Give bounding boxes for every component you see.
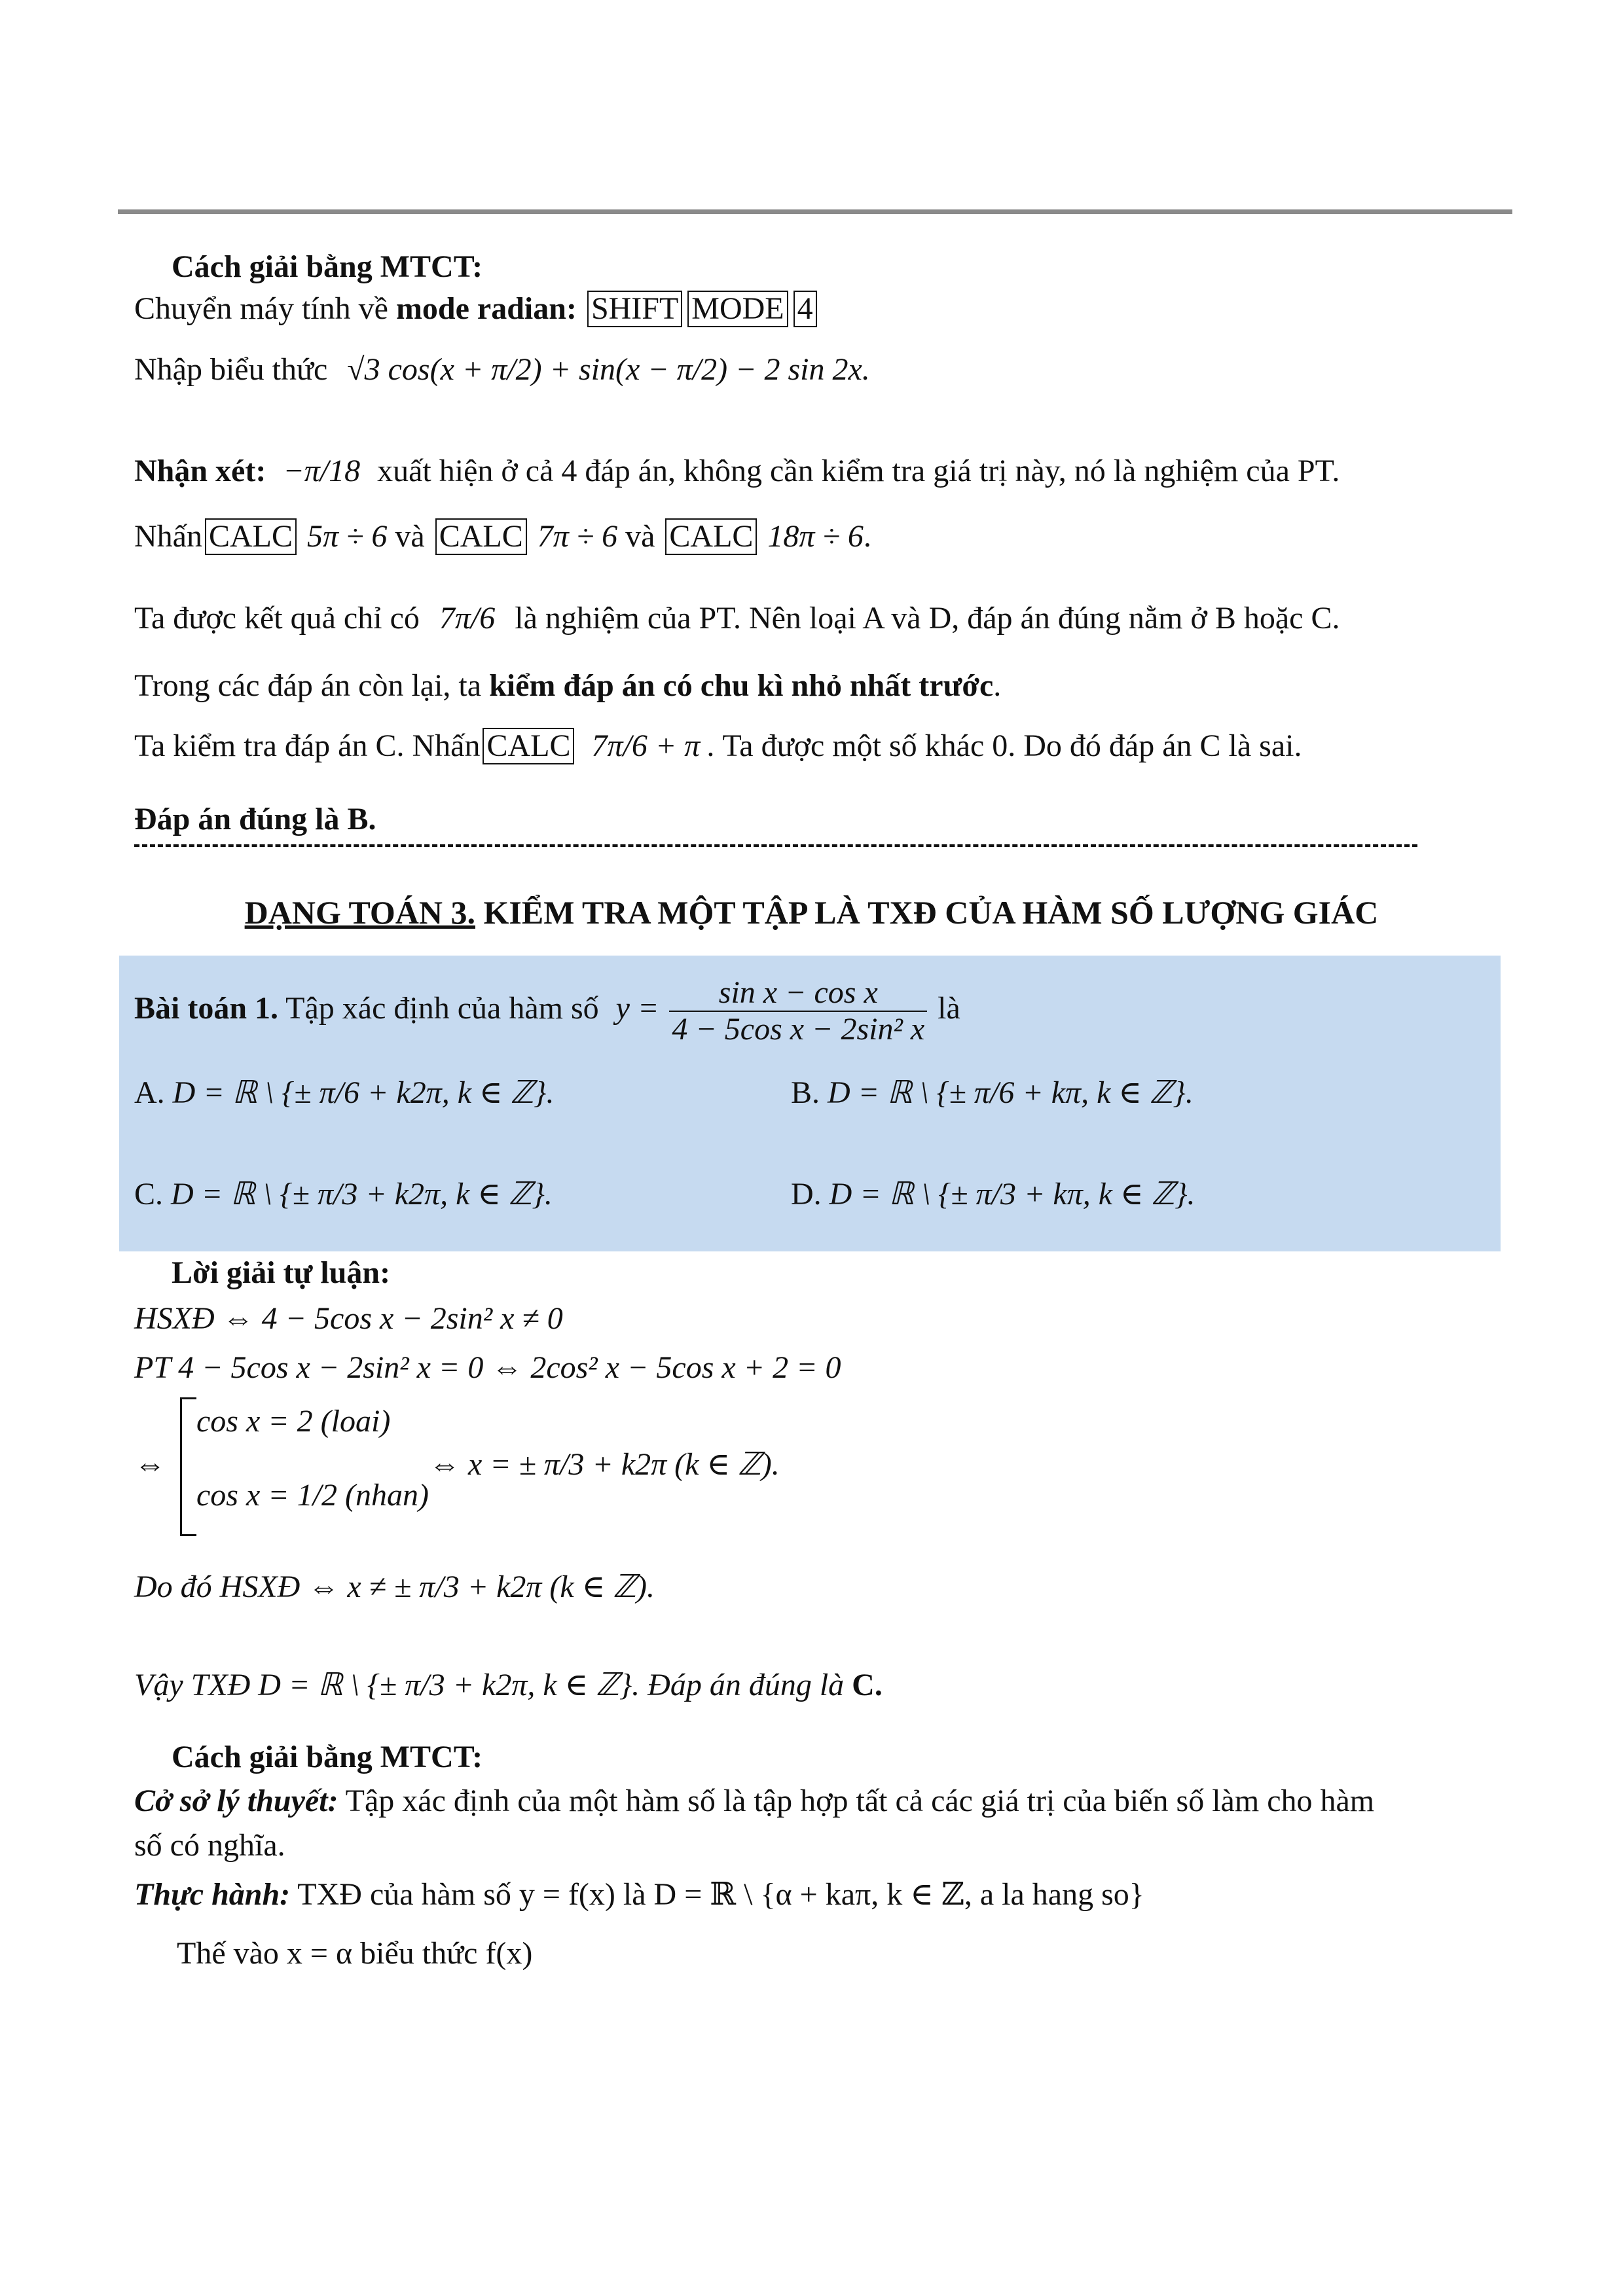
dashed-divider (134, 844, 1417, 847)
mode-line-prefix: Chuyển máy tính về (134, 291, 396, 326)
calc-key: CALC (665, 518, 757, 555)
mtct2-title: Cách giải bằng MTCT: (172, 1740, 483, 1774)
option-key: D. (791, 1177, 822, 1211)
option-text: D = ℝ \ {± π/6 + kπ, k ∈ ℤ}. (828, 1075, 1194, 1110)
check-suffix: . Ta được một số khác 0. Do đó đáp án C là sai. (706, 728, 1302, 763)
case-bracket (180, 1397, 196, 1536)
top-rule (118, 209, 1512, 214)
section-heading-part-b: KIỂM TRA MỘT TẬP LÀ TXĐ CỦA HÀM SỐ LƯỢNG GIÁC (475, 894, 1379, 931)
option-text: D = ℝ \ {± π/6 + k2π, k ∈ ℤ}. (172, 1075, 555, 1110)
section-heading (0, 893, 1623, 931)
note-value: −π/18 (283, 454, 361, 488)
mode-line-bold: mode radian: (395, 291, 577, 326)
mtct-title: Cách giải bằng MTCT: (172, 249, 483, 284)
practice-line (134, 1875, 1144, 1914)
equivalence-sign: ⇔ (134, 1447, 166, 1482)
case-result: ⇔ x = ± π/3 + k2π (k ∈ ℤ). (429, 1447, 780, 1482)
press-label: Nhấn (134, 519, 202, 554)
calc-value: 5π ÷ 6 (306, 519, 388, 554)
function-fraction (669, 975, 927, 1047)
check-line (134, 726, 1302, 766)
mode-key: MODE (687, 291, 788, 327)
note-label: Nhận xét: (134, 454, 266, 488)
result-line (134, 599, 1340, 638)
rule-prefix: Trong các đáp án còn lại, ta (134, 668, 490, 703)
option-a (134, 1073, 555, 1113)
calc-key: CALC (483, 728, 574, 764)
theory-label: Cở sở lý thuyết: (134, 1784, 338, 1818)
solution-line-1: HSXĐ ⇔ 4 − 5cos x − 2sin² x ≠ 0 (134, 1301, 563, 1336)
option-text: D = ℝ \ {± π/3 + kπ, k ∈ ℤ}. (829, 1177, 1195, 1211)
option-key: C. (134, 1177, 164, 1211)
practice-text: TXĐ của hàm số y = f(x) là D = ℝ \ {α + kaπ, k ∈ ℤ, a la hang so} (290, 1877, 1144, 1912)
txd-statement: Vậy TXĐ D = ℝ \ {± π/3 + k2π, k ∈ ℤ}. Đáp án đúng là (134, 1668, 852, 1702)
section-heading-part-a: DẠNG TOÁN 3. (244, 894, 475, 931)
option-b (791, 1073, 1194, 1113)
check-prefix: Ta kiểm tra đáp án C. Nhấn (134, 728, 481, 763)
input-prefix: Nhập biểu thức (134, 352, 328, 387)
problem-label: Bài toán 1. (134, 991, 279, 1026)
result-prefix: Ta được kết quả chỉ có (134, 601, 420, 636)
problem-text: Tập xác định của hàm số (285, 991, 599, 1026)
function-denominator: 4 − 5cos x − 2sin² x (672, 1012, 925, 1047)
calc-value: 7π ÷ 6 (537, 519, 618, 554)
shift-key: SHIFT (587, 291, 682, 327)
solution-line-2: PT 4 − 5cos x − 2sin² x = 0 ⇔ 2cos² x − 5cos x + 2 = 0 (134, 1350, 841, 1385)
option-key: A. (134, 1075, 165, 1110)
calc-key: CALC (435, 518, 527, 555)
case-1: cos x = 2 (loai) (196, 1404, 391, 1439)
calc-value: 18π ÷ 6 (767, 519, 864, 554)
calc-key: CALC (205, 518, 297, 555)
mode-line (134, 289, 820, 329)
input-expression: √3 cos(x + π/2) + sin(x − π/2) − 2 sin 2x. (347, 352, 870, 387)
option-text: D = ℝ \ {± π/3 + k2π, k ∈ ℤ}. (171, 1177, 553, 1211)
problem-tail: là (938, 991, 960, 1026)
rule-line: Trong các đáp án còn lại, ta kiểm đáp án có chu kì nhỏ nhất trước. (134, 668, 1002, 703)
input-expression-line (134, 350, 870, 389)
case-2: cos x = 1/2 (nhan) (196, 1478, 429, 1513)
solution-line-4 (134, 1666, 883, 1705)
option-d (791, 1175, 1195, 1214)
result-value: 7π/6 (439, 601, 496, 636)
note-line (134, 452, 1340, 491)
four-key: 4 (793, 291, 817, 327)
check-value: 7π/6 + π (591, 728, 701, 763)
theory-text: Tập xác định của một hàm số là tập hợp tất cả các giá trị của biến số làm cho hàm (338, 1784, 1375, 1818)
calc-line: Nhấn CALC 5π ÷ 6 và CALC 7π ÷ 6 và CALC 18π ÷ 6. (134, 519, 871, 554)
solution-line-3: Do đó HSXĐ ⇔ x ≠ ± π/3 + k2π (k ∈ ℤ). (134, 1570, 655, 1604)
practice-label: Thực hành: (134, 1877, 291, 1912)
theory-line (134, 1782, 1374, 1821)
theory-line-2: số có nghĩa. (134, 1828, 285, 1863)
note-text: xuất hiện ở cả 4 đáp án, không cần kiểm tra giá trị này, nó là nghiệm của PT. (377, 454, 1340, 488)
txd-answer: C. (852, 1668, 883, 1702)
function-numerator: sin x − cos x (669, 975, 927, 1012)
rule-bold: kiểm đáp án có chu kì nhỏ nhất trước (489, 668, 994, 703)
and-word: và (395, 519, 425, 554)
problem-line: Bài toán 1. Tập xác định của hàm số y = $\frac{\text{sin x − cos x}}{\text{4 − 5cos x − 2sin² x}}$ là (134, 975, 960, 1047)
answer-line: Đáp án đúng là B. (134, 802, 376, 836)
substitute-line: Thế vào x = α biểu thức f(x) (177, 1936, 533, 1971)
solution-title: Lời giải tự luận: (172, 1255, 391, 1290)
and-word: và (625, 519, 655, 554)
option-key: B. (791, 1075, 820, 1110)
result-suffix: là nghiệm của PT. Nên loại A và D, đáp án đúng nằm ở B hoặc C. (515, 601, 1340, 636)
option-c (134, 1175, 553, 1214)
